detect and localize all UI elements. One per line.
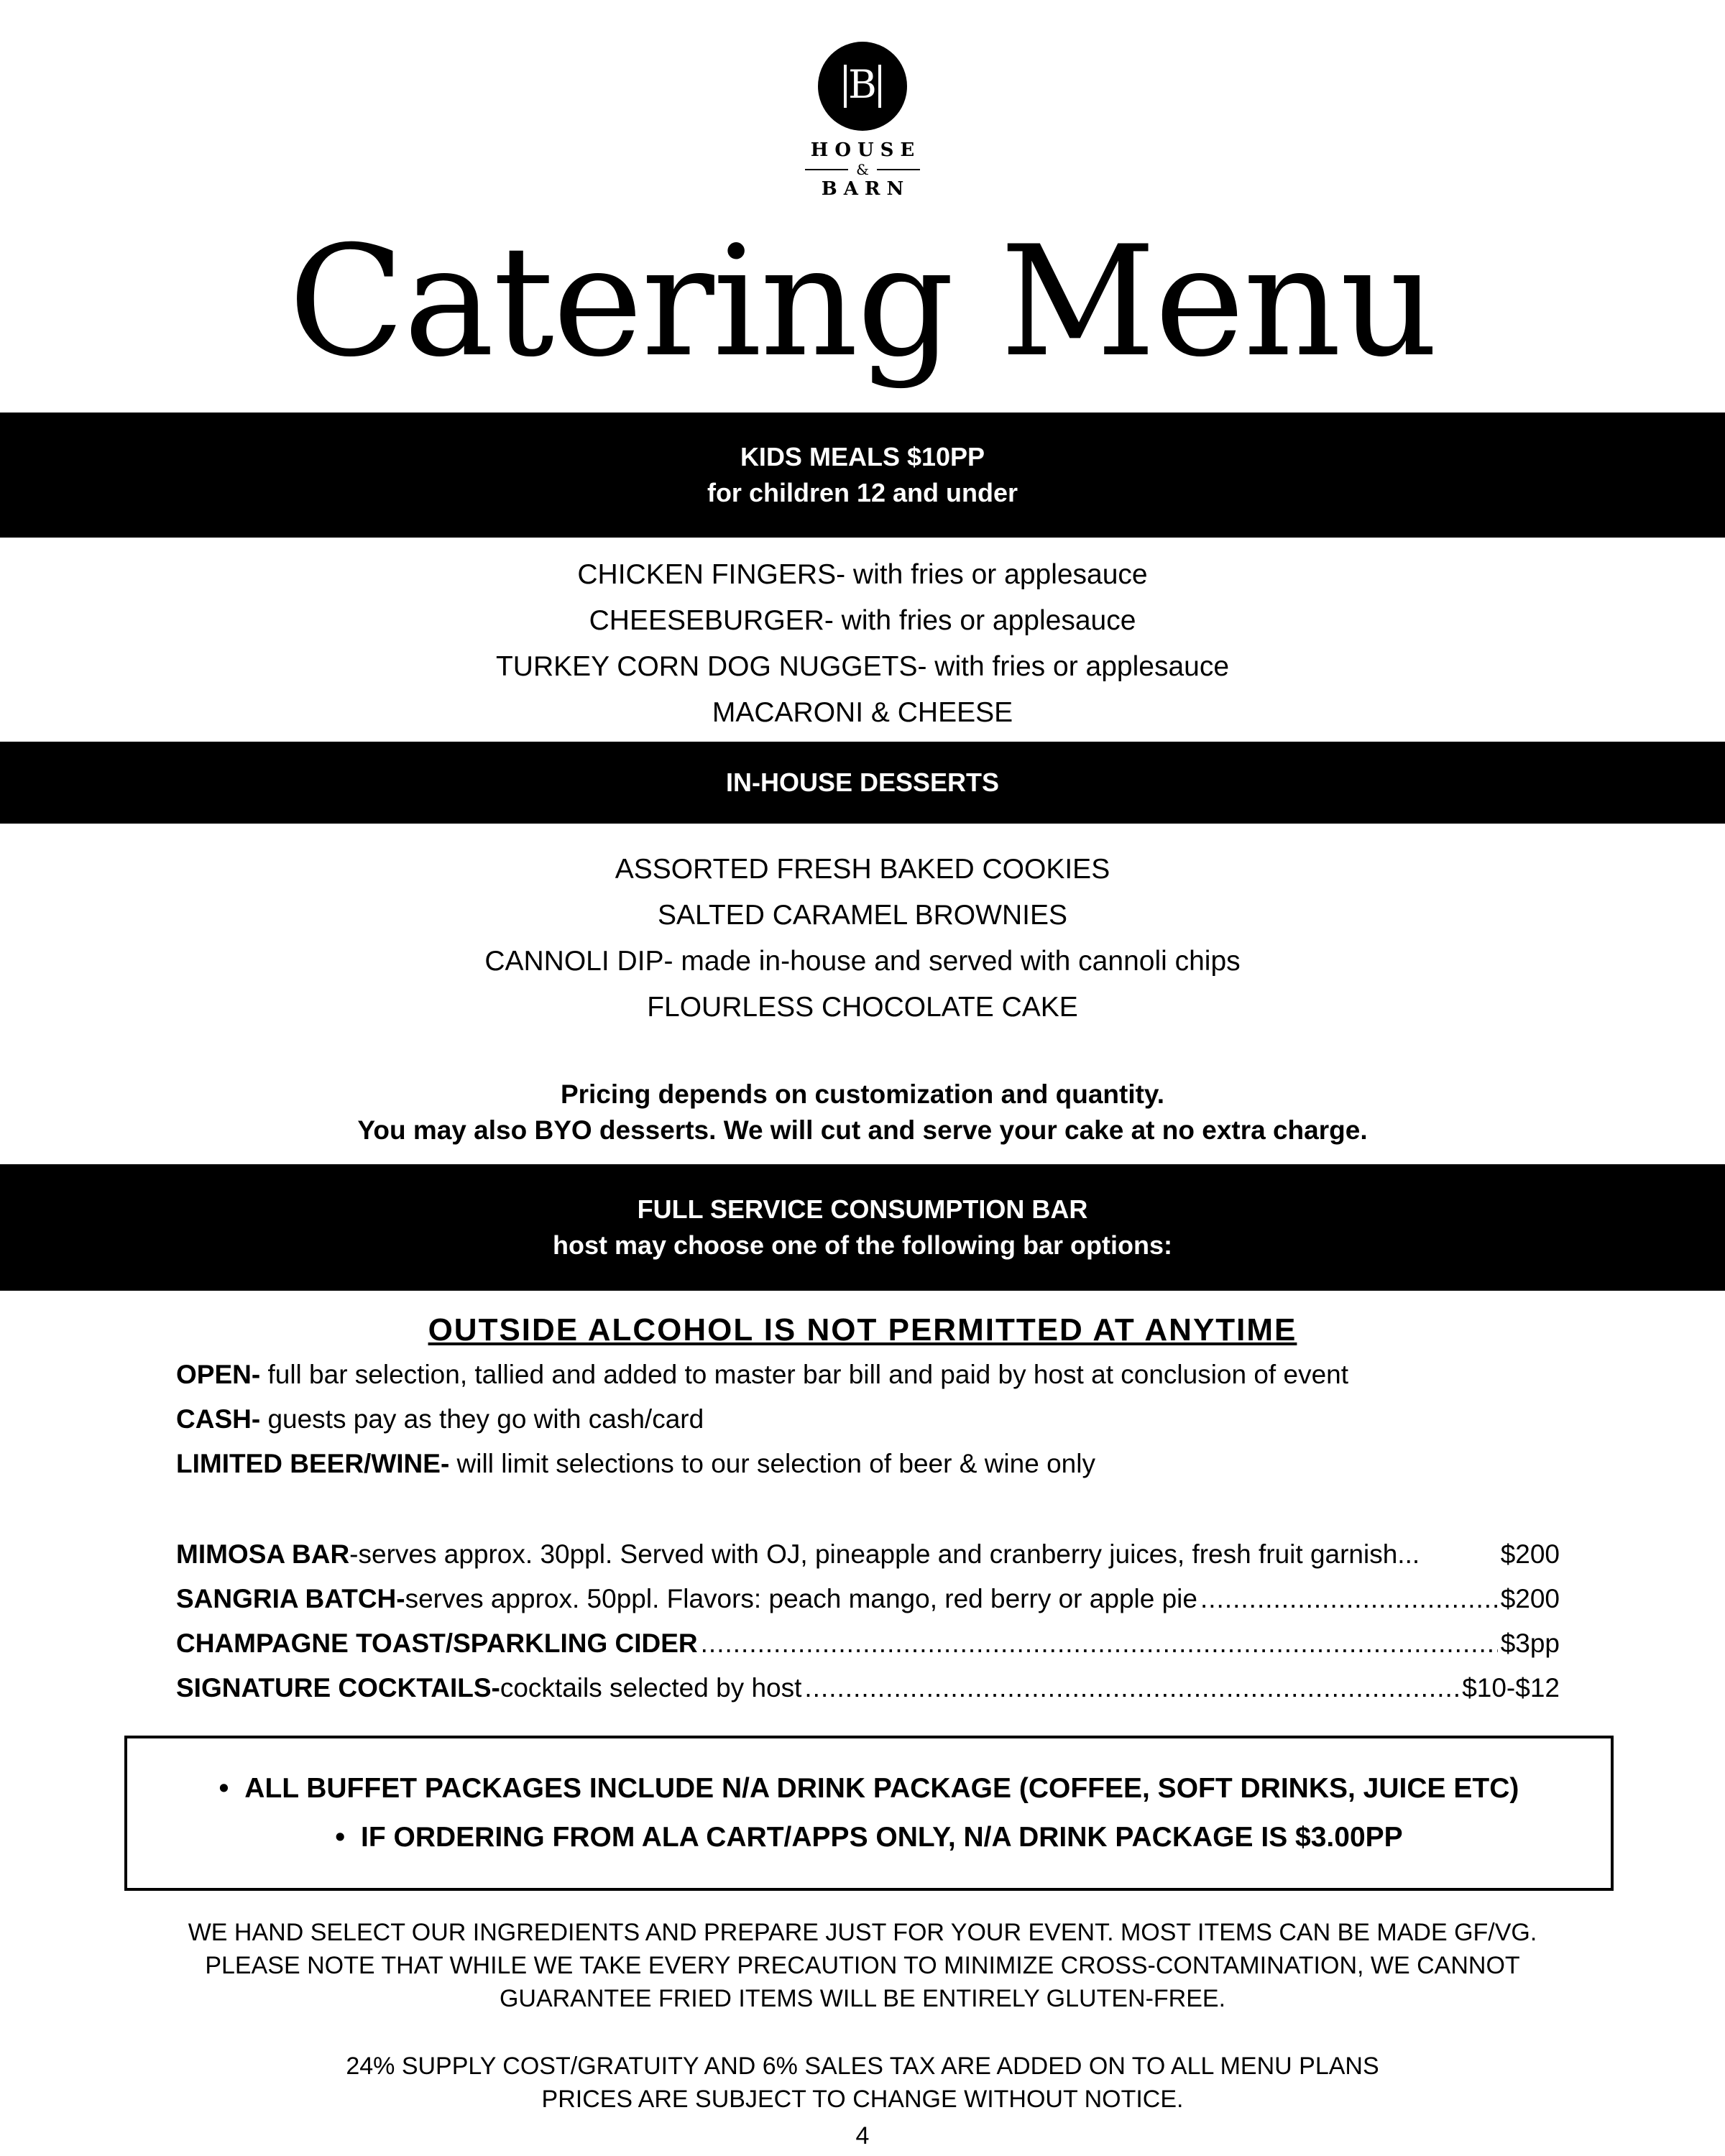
list-item (176, 1397, 1348, 1442)
option-name: OPEN- (176, 1360, 261, 1389)
item-name: CHEESEBURGER- (589, 605, 834, 636)
list-item (176, 1353, 1348, 1397)
list-item (176, 1621, 1560, 1666)
fees-line: PRICES ARE SUBJECT TO CHANGE WITHOUT NOTICE. (541, 2086, 1184, 2113)
list-item: CANNOLI DIP- made in-house and served with cannoli chips (484, 946, 1241, 977)
page-number: 4 (855, 2122, 870, 2150)
special-description: serves approx. 50ppl. Flavors: peach mango, red berry or apple pie (405, 1584, 1197, 1613)
bullet-icon: • (218, 1773, 229, 1804)
logo-ampersand-divider (802, 161, 923, 178)
option-description: guests pay as they go with cash/card (260, 1404, 704, 1434)
bullet-icon: • (335, 1822, 345, 1853)
list-item (0, 552, 1725, 598)
special-name: SANGRIA BATCH- (176, 1584, 405, 1613)
special-price: $10-$12 (1462, 1673, 1560, 1703)
logo-monogram-badge (818, 42, 907, 131)
item-name: MACARONI & CHEESE (712, 697, 1013, 728)
item-description: with fries or applesauce (926, 651, 1230, 682)
desserts-header (0, 742, 1725, 824)
special-price: $200 (1500, 1584, 1560, 1613)
item-description: with fries or applesauce (833, 605, 1136, 636)
kids-meals-header (0, 413, 1725, 538)
list-item (176, 1666, 1560, 1710)
fees-notice (0, 2050, 1725, 2116)
bar-options-list (176, 1353, 1348, 1486)
option-description: will limit selections to our selection of beer & wine only (449, 1449, 1095, 1478)
page-title: Catering Menu (288, 213, 1437, 390)
option-description: full bar selection, tallied and added to master bar bill and paid by host at conclusion of event (260, 1360, 1349, 1389)
item-name: TURKEY CORN DOG NUGGETS- (495, 651, 927, 682)
item-name: CHICKEN FINGERS- (577, 559, 846, 590)
logo-word-barn: BARN (821, 178, 911, 200)
disclaimer-line: WE HAND SELECT OUR INGREDIENTS AND PREPARE JUST FOR YOUR EVENT. MOST ITEMS CAN BE MADE GF/VG. (188, 1919, 1537, 1946)
list-item (219, 1764, 1519, 1813)
option-name: LIMITED BEER/WINE- (176, 1449, 450, 1478)
bar-subtitle: host may choose one of the following bar options: (552, 1230, 1172, 1260)
kids-meals-subtitle: for children 12 and under (707, 478, 1018, 507)
drink-package-note: IF ORDERING FROM ALA CART/APPS ONLY, N/A DRINK PACKAGE IS $3.00PP (360, 1822, 1403, 1853)
list-item (176, 1532, 1560, 1577)
dot-leader (1200, 1577, 1498, 1621)
logo-word-house: HOUSE (810, 139, 921, 161)
list-item (176, 1442, 1348, 1486)
note-line: Pricing depends on customization and quantity. (560, 1079, 1165, 1109)
logo-monogram: B (848, 62, 877, 107)
bar-header (0, 1164, 1725, 1291)
logo-ampersand: & (856, 161, 869, 178)
option-name: CASH- (176, 1404, 261, 1434)
kids-meals-title: KIDS MEALS $10PP (740, 442, 985, 471)
note-line: You may also BYO desserts. We will cut and serve your cake at no extra charge. (357, 1115, 1368, 1145)
kids-meals-list (0, 552, 1725, 736)
desserts-list (0, 847, 1725, 1031)
fees-line: 24% SUPPLY COST/GRATUITY AND 6% SALES TAX ARE ADDED ON TO ALL MENU PLANS (346, 2053, 1379, 2080)
special-name: SIGNATURE COCKTAILS- (176, 1673, 500, 1703)
desserts-title: IN-HOUSE DESSERTS (725, 768, 1000, 797)
disclaimer-line: PLEASE NOTE THAT WHILE WE TAKE EVERY PRECAUTION TO MINIMIZE CROSS-CONTAMINATION, WE CANNOT (205, 1952, 1520, 1979)
outside-alcohol-warning: OUTSIDE ALCOHOL IS NOT PERMITTED AT ANYTIME (428, 1312, 1297, 1348)
list-item (0, 598, 1725, 644)
special-price: $200 (1500, 1539, 1560, 1569)
logo-bar-right (878, 65, 881, 108)
list-item: ASSORTED FRESH BAKED COOKIES (615, 854, 1110, 885)
special-name: CHAMPAGNE TOAST/SPARKLING CIDER (176, 1628, 698, 1658)
list-item: SALTED CARAMEL BROWNIES (658, 900, 1067, 931)
house-and-barn-logo (802, 42, 923, 200)
list-item (0, 644, 1725, 690)
dot-leader (804, 1666, 1459, 1710)
drink-package-box (124, 1736, 1614, 1891)
special-price: $3pp (1500, 1628, 1560, 1658)
allergen-disclaimer (0, 1916, 1725, 2015)
drink-package-note: ALL BUFFET PACKAGES INCLUDE N/A DRINK PACKAGE (COFFEE, SOFT DRINKS, JUICE ETC) (244, 1773, 1519, 1804)
special-description: -serves approx. 30ppl. Served with OJ, pineapple and cranberry juices, fresh fruit garnish... (349, 1539, 1420, 1569)
item-description: with fries or applesauce (845, 559, 1148, 590)
list-item (176, 1577, 1560, 1621)
desserts-pricing-note (0, 1077, 1725, 1148)
dot-leader (701, 1621, 1498, 1666)
special-description: cocktails selected by host (500, 1673, 802, 1703)
special-name: MIMOSA BAR (176, 1539, 350, 1569)
bar-title: FULL SERVICE CONSUMPTION BAR (637, 1194, 1088, 1224)
list-item (335, 1813, 1402, 1862)
list-item: FLOURLESS CHOCOLATE CAKE (647, 992, 1078, 1023)
bar-specials-list (176, 1532, 1560, 1710)
list-item (0, 690, 1725, 736)
disclaimer-line: GUARANTEE FRIED ITEMS WILL BE ENTIRELY GLUTEN-FREE. (499, 1985, 1226, 2012)
